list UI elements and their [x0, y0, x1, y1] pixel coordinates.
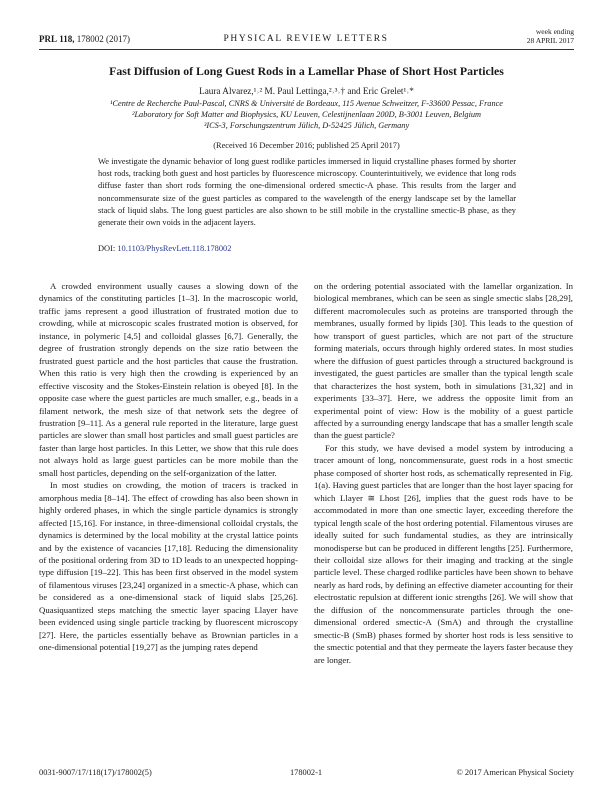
article-title: Fast Diffusion of Long Guest Rods in a Lamellar Phase of Short Host Particles	[109, 64, 504, 78]
page-number: 178002-1	[289, 768, 323, 777]
author-list: Laura Alvarez,¹˒² M. Paul Lettinga,²˒³˒† and Eric Grelet¹˒*	[199, 86, 414, 96]
journal-name: PRL	[39, 34, 57, 44]
body-right-column	[314, 280, 573, 666]
week-ending-date: 28 APRIL 2017	[526, 36, 574, 45]
paragraph: A crowded environment usually causes a slowing down of the dynamics of the constituting particles [1–3]. In the macroscopic world, traffic jams represent a good illustration of frustrated motion due to crowding, while at microscopic scales frustrated motion is observed, for instance, in polymeric [4,5] and colloidal glasses [6,7]. Generally, the degree of frustration strongly depends on the size ratio between the frustrated guest particle and the host particles that cause the frustration. When this ratio is very high then the crowding is experienced by an effective viscosity and the Stokes-Einstein relation is obeyed [8]. In the opposite case where the guest particles are much smaller, e.g., beads in a filament network, the mesh size of that network sets the degree of frustration [9–11]. As a general rule reported in the literature, large guest particles are slower than small host particles and small guest particles are faster than large host particles. In this Letter, we show that this rule does not always hold as large guest particles can be more mobile than the small host particles, depending on the self-organization of the latter.	[39, 281, 298, 478]
running-title: PHYSICAL REVIEW LETTERS	[223, 34, 389, 44]
doi	[98, 244, 231, 253]
journal-volume: 118,	[59, 34, 75, 44]
journal-pages: 178002 (2017)	[76, 34, 131, 44]
abstract: We investigate the dynamic behavior of long guest rodlike particles immersed in liquid crystalline phases formed by shorter host rods, tracking both guest and host particles by fluorescence microscopy. Counterintuitively, we evidence that long rods diffuse faster than short rods forming the one-dimensional ordered smectic-A phase. This results from the larger and noncommensurate size of the guest particles as compared to the wavelength of the energy landscape set by the lamellar stack of liquid slabs. The long guest particles are also shown to be still mobile in the crystalline smectic-B phase, as they generate their own voids in the adjacent layers.	[98, 157, 516, 228]
received-dates: (Received 16 December 2016; published 25 April 2017)	[213, 141, 400, 150]
footer-code: 0031-9007/17/118(17)/178002(5)	[39, 768, 152, 777]
week-ending-label: week ending	[535, 27, 574, 36]
week-ending	[527, 27, 574, 45]
paragraph: on the ordering potential associated with the lamellar organization. In biological membranes, which can be seen as single smectic slabs [28,29], different macromolecules such as proteins are transported through the membranes, usually formed by lipids [30]. This leads to the question of how transport of guest particles, which are not part of the structure forming materials, occurs through highly ordered states. In most studies where the diffusion of guest particles through a structured background is investigated, the guest particles are smaller than the typical length scale that characterizes the host system, both in simulations [31,32] and in experiments [33–37]. Here, we address the opposite limit from an experimental point of view: How is the mobility of a guest particle affected by a surrounding energy landscape that has a smaller length scale than the guest particle?	[314, 281, 573, 441]
body-left-column	[39, 280, 298, 654]
affiliation-2: ²Laboratory for Soft Matter and Biophysics, KU Leuven, Celestijnenlaan 200D, B-3001 Leuven, Belgium	[131, 110, 482, 119]
copyright: © 2017 American Physical Society	[456, 768, 574, 777]
affiliation-3: ³ICS-3, Forschungszentrum Jülich, D-52425 Jülich, Germany	[203, 121, 410, 130]
paragraph: For this study, we have devised a model system by introducing a tracer amount of long, noncommensurate, guest rods in a host smectic phase composed of shorter host rods, as schematically represented in Fig. 1(a). Having guest particles that are longer than the host layer spacing for which Llayer ≅ Lhost [26], implies that the guest rods have to be accommodated in more than one smectic layer, exceeding therefore the typical length scale of the host ordering potential. Filamentous viruses are ideally suited for such fundamental studies, as they are intrinsically monodisperse but can be produced in different lengths [25]. Furthermore, their colloidal size allows for their imaging and tracking at the single particle level. These charged rodlike particles have been shown to behave nearly as hard rods, by defining an effective diameter accounting for their electrostatic repulsion at different ionic strengths [26]. We will show that the diffusion of the noncommensurate particles through the one-dimensional ordered smectic-A (SmA) and through the crystalline smectic-B (SmB) phases formed by shorter host rods is less sensitive to the smectic potential and that they permeate the layers faster because they are longer.	[314, 442, 573, 665]
affiliation-1: ¹Centre de Recherche Paul-Pascal, CNRS & Université de Bordeaux, 115 Avenue Schweitzer, F-33600 Pessac, France	[110, 99, 503, 108]
paragraph: In most studies on crowding, the motion of tracers is tracked in amorphous media [8–14]. The effect of crowding has also been shown in highly ordered phases, in which the single particle dynamics is strongly affected [15,16]. For instance, in three-dimensional colloidal crystals, the dynamics is determined by the local mobility at the crystal lattice points and by the existence of vacancies [17,18]. Reducing the dimensionality of the positional ordering from 3D to 1D leads to an unexpected hopping-type diffusion [19–22]. This has been first observed in the model system of filamentous viruses [23,24] organized in a smectic-A phase, which can be considered as a one-dimensional stack of liquid slabs [25,26]. Quasiquantized steps matching the smectic layer spacing Llayer have been evidenced using single particle tracking by fluorescent microscopy [27]. Here, the particles essentially behave as Brownian particles in a one-dimensional potential [19,27] as the jumping rates depend	[39, 480, 298, 653]
doi-label: DOI:	[98, 244, 116, 253]
header-rule	[39, 49, 574, 50]
doi-link[interactable]: 10.1103/PhysRevLett.118.178002	[117, 244, 232, 253]
